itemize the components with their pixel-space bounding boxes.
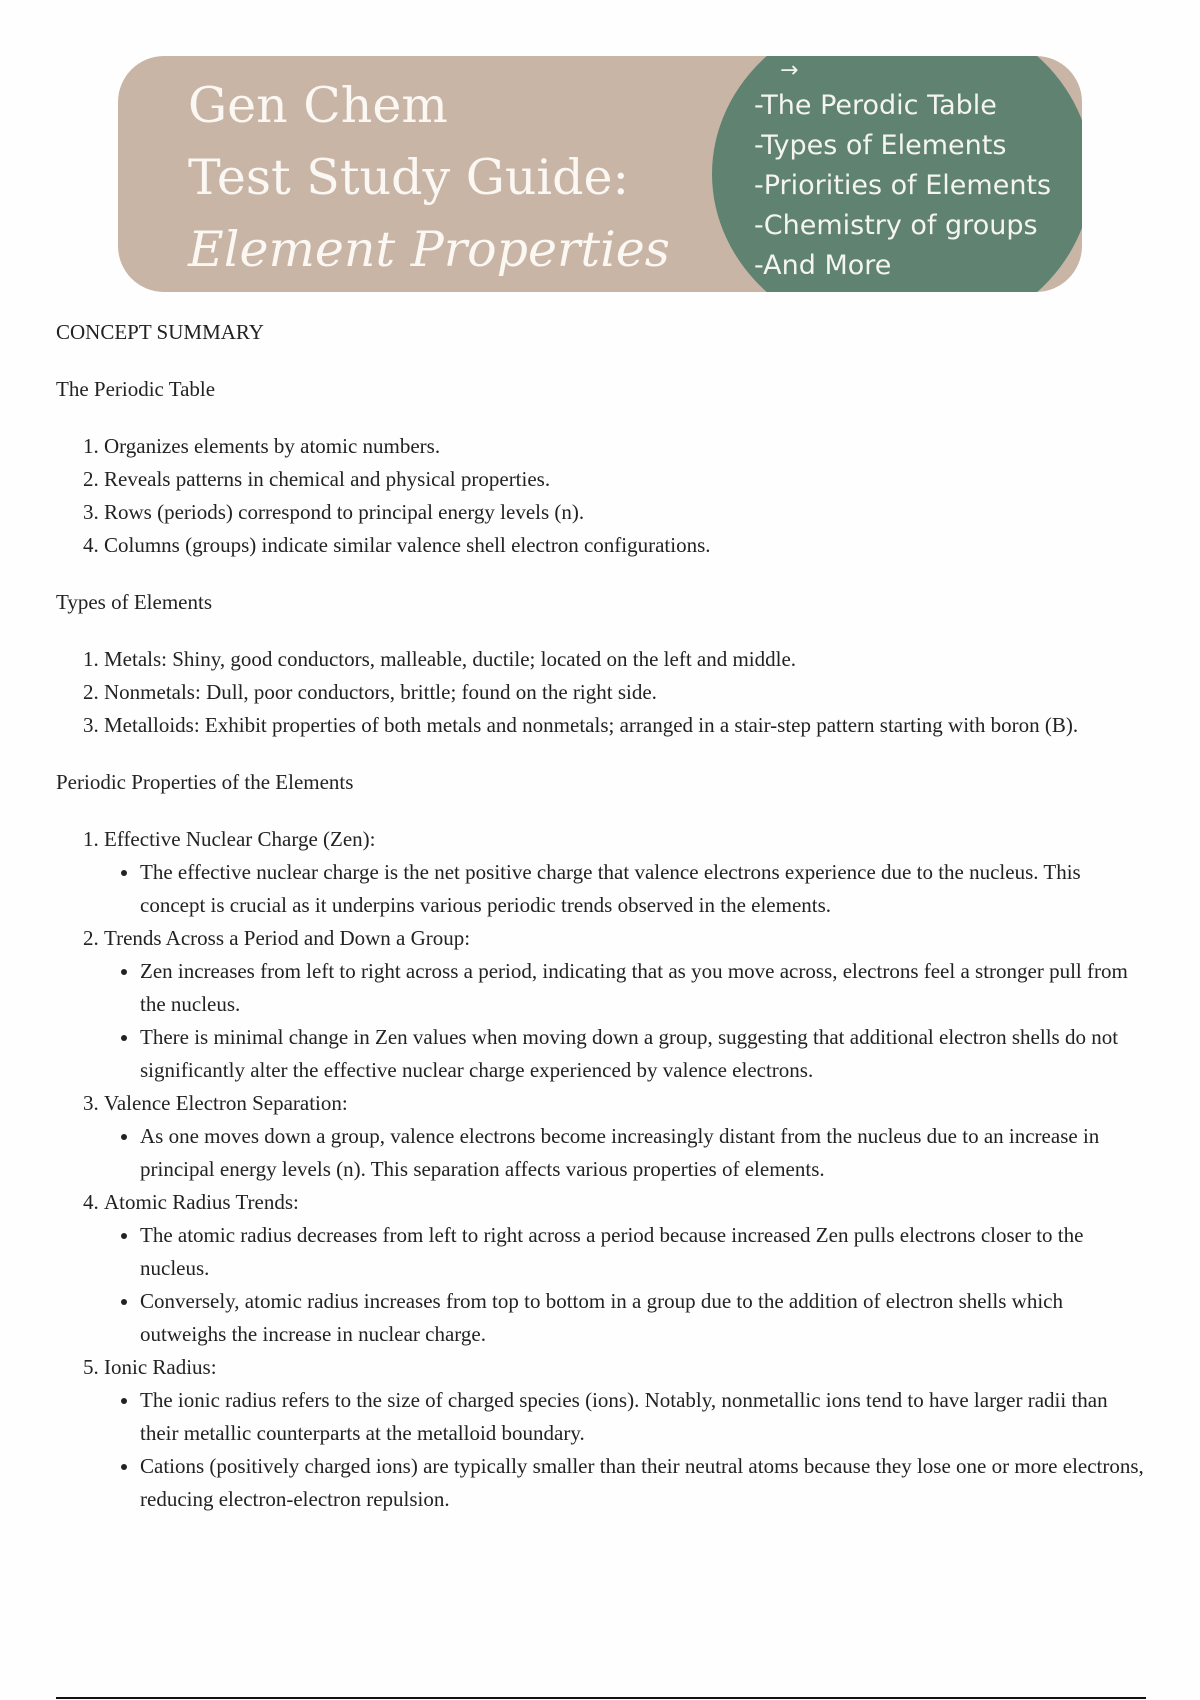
banner-title-line-2: Test Study Guide:: [188, 149, 629, 206]
header-banner: [118, 56, 1082, 292]
bullet-item: • The effective nuclear charge is the net positive charge that valence electrons experience due to the nucleus. This concept is crucial as it underpins various periodic trends observed in the elements.: [140, 856, 1146, 922]
list-item: [104, 922, 1146, 1087]
bullet-list: [104, 955, 1146, 1087]
bullet-item: • The atomic radius decreases from left to right across a period because increased Zen pulls electrons closer to the nucleus.: [140, 1219, 1146, 1285]
list-item: [104, 823, 1146, 922]
topic-item: -And More: [754, 250, 892, 281]
banner-title-line-3: Element Properties: [188, 221, 670, 278]
list-item: 3. Rows (periods) correspond to principal energy levels (n).: [104, 496, 1146, 529]
list-item: [104, 1186, 1146, 1351]
list-item: [104, 1087, 1146, 1186]
arrow-right-icon: →: [780, 58, 799, 83]
footer-divider: [56, 1697, 1146, 1699]
list-item: 2. Nonmetals: Dull, poor conductors, brittle; found on the right side.: [104, 676, 1146, 709]
bullet-list: [104, 1384, 1146, 1516]
topic-item: -Chemistry of groups: [754, 210, 1038, 241]
list-item: 1. Organizes elements by atomic numbers.: [104, 430, 1146, 463]
banner-title-line-1: Gen Chem: [188, 77, 448, 134]
section-title-periodic-table: The Periodic Table: [56, 377, 216, 401]
bullet-item: • Zen increases from left to right across a period, indicating that as you move across, electrons feel a stronger pull from the nucleus.: [140, 955, 1146, 1021]
bullet-item: • Conversely, atomic radius increases from top to bottom in a group due to the addition of electron shells which outweighs the increase in nuclear charge.: [140, 1285, 1146, 1351]
list-item-heading: Ionic Radius:: [104, 1355, 217, 1379]
periodic-properties-list: [56, 823, 1146, 1516]
bullet-item: • As one moves down a group, valence electrons become increasingly distant from the nucleus due to an increase in principal energy levels (n). This separation affects various properties of elements.: [140, 1120, 1146, 1186]
topic-item: -Types of Elements: [754, 130, 1007, 161]
list-item: 2. Reveals patterns in chemical and physical properties.: [104, 463, 1146, 496]
bullet-item: • Cations (positively charged ions) are typically smaller than their neutral atoms because they lose one or more electrons, reducing electron-electron repulsion.: [140, 1450, 1146, 1516]
bullet-item: • There is minimal change in Zen values when moving down a group, suggesting that additional electron shells do not significantly alter the effective nuclear charge experienced by valence electrons.: [140, 1021, 1146, 1087]
periodic-table-list: [56, 430, 1146, 562]
list-item-heading: Effective Nuclear Charge (Zen):: [104, 827, 376, 851]
banner-title: [188, 70, 670, 286]
section-title-types-of-elements: Types of Elements: [56, 590, 212, 614]
types-of-elements-list: [56, 643, 1146, 742]
list-item: 4. Columns (groups) indicate similar valence shell electron configurations.: [104, 529, 1146, 562]
section-title-periodic-properties: Periodic Properties of the Elements: [56, 770, 354, 794]
bullet-list: [104, 856, 1146, 922]
list-item-heading: Trends Across a Period and Down a Group:: [104, 926, 471, 950]
list-item: 1. Metals: Shiny, good conductors, malleable, ductile; located on the left and middle.: [104, 643, 1146, 676]
bullet-list: [104, 1219, 1146, 1351]
list-item-heading: Valence Electron Separation:: [104, 1091, 348, 1115]
bullet-item: • The ionic radius refers to the size of charged species (ions). Notably, nonmetallic ions tend to have larger radii than their metallic counterparts at the metalloid boundary.: [140, 1384, 1146, 1450]
topic-item: -The Perodic Table: [754, 90, 997, 121]
concept-summary-heading: CONCEPT SUMMARY: [56, 320, 264, 344]
document-body: [56, 316, 1146, 1540]
list-item-heading: Atomic Radius Trends:: [104, 1190, 299, 1214]
list-item: [104, 1351, 1146, 1516]
topics-list: [754, 86, 1051, 286]
bullet-list: [104, 1120, 1146, 1186]
topic-item: -Priorities of Elements: [754, 170, 1052, 201]
list-item: 3. Metalloids: Exhibit properties of both metals and nonmetals; arranged in a stair-step pattern starting with boron (B).: [104, 709, 1146, 742]
